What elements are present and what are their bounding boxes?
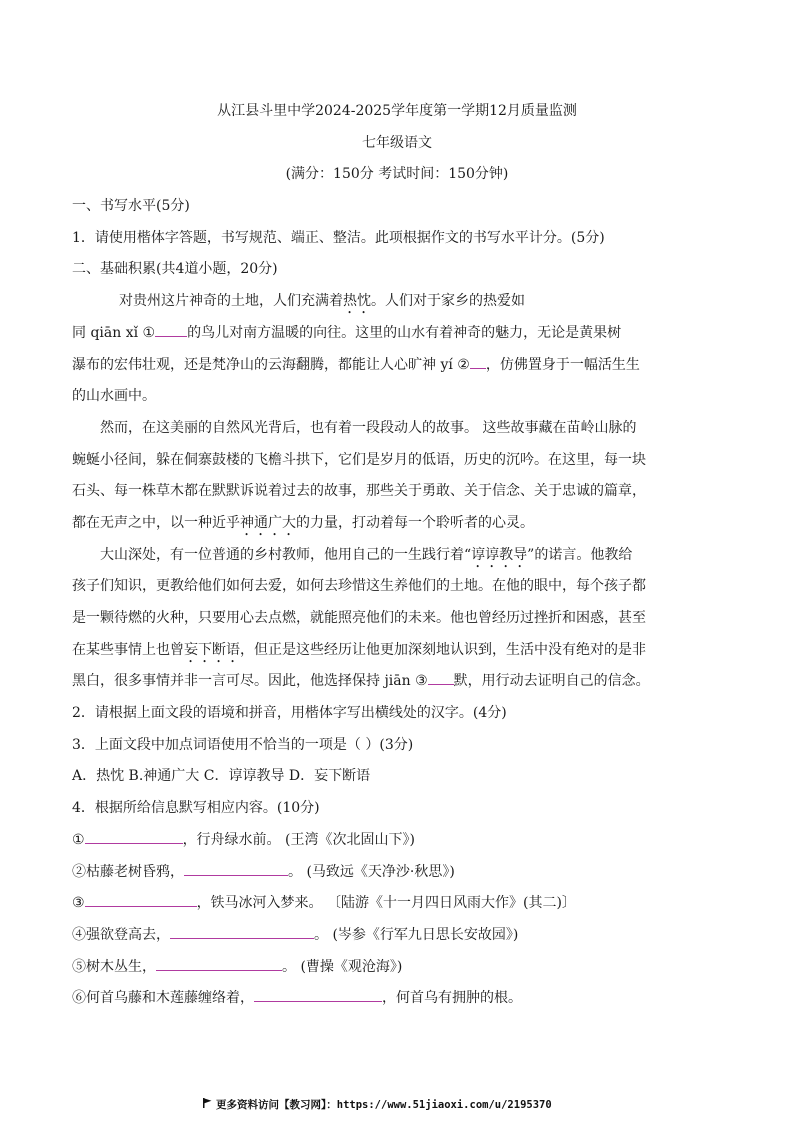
passage-p3-line4: 在某些事情上也曾妄下断语，但正是这些经历让他更加深刻地认识到，生活中没有绝对的是非 [72,641,646,658]
recite-blank-5[interactable] [156,956,282,971]
passage-p1-line1: 对贵州这片神奇的土地，人们充满着热忱。人们对于家乡的热爱如 [119,293,525,310]
recite-blank-4[interactable] [170,924,314,939]
fill-blank-1[interactable] [155,322,187,337]
recite-blank-6[interactable] [254,987,382,1002]
exam-subject: 七年级语文 [362,134,432,151]
dotted-word-2: 神通广大 [240,514,296,531]
recite-item-1: ① ，行舟绿水前。 (王湾《次北固山下》) [72,825,722,857]
recite-item-5: ⑤树木丛生， 。 (曹操《观沧海》) [72,952,722,984]
passage-p2-line4: 都在无声之中，以一种近乎神通广大的力量，打动着每一个聆听者的心灵。 [72,514,534,531]
exam-info: (满分：150分 考试时间：150分钟) [285,166,509,183]
exam-page [72,96,722,1015]
recite-item-6: ⑥何首乌藤和木莲藤缠络着， ，何首乌有拥肿的根。 [72,983,722,1015]
footer-text: 更多资料访问【教习网】：https://www.51jiaoxi.com/u/2195370 [216,1099,552,1111]
section2-heading: 二、基础积累(共4道小题，20分) [72,261,278,278]
recite-item-4: ④强欲登高去， 。 (岑参《行军九日思长安故园》) [72,920,722,952]
passage-p3-line2: 孩子们知识，更教给他们如何去爱，如何去珍惜这生养他们的土地。在他的眼中，每个孩子都 [72,578,646,595]
dotted-word-3: 谆谆教导 [471,546,528,563]
footer-link[interactable] [203,1097,552,1112]
passage-p2-line3: 石头、每一株草木都在默默诉说着过去的故事，那些关于勇敢、关于信念、关于忠诚的篇章， [72,483,646,500]
section1-heading: 一、书写水平(5分) [72,198,190,215]
passage-p1-line3: 瀑布的宏伟壮观，还是梵净山的云海翻腾，都能让人心旷神 yí ② ，仿佛置身于一幅活生生 [72,350,722,382]
question-3: 3．上面文段中加点词语使用不恰当的一项是（ ）(3分) [72,736,414,753]
fill-blank-2[interactable] [470,354,486,369]
passage-p2-line1: 然而，在这美丽的自然风光背后，也有着一段段动人的故事。 这些故事藏在苗岭山脉的 [100,419,637,436]
dotted-word-4: 妄下断语 [184,641,240,658]
flag-icon [203,1098,212,1111]
dotted-word-1: 热忱 [343,293,371,310]
recite-blank-2[interactable] [184,861,288,876]
question-2: 2．请根据上面文段的语境和拼音，用楷体字写出横线处的汉字。(4分) [72,705,507,722]
fill-blank-3[interactable] [428,670,454,685]
recite-blank-3[interactable] [85,892,197,907]
passage-p3-line1: 大山深处，有一位普通的乡村教师，他用自己的一生践行着“谆谆教导”的诺言。他教给 [100,546,633,563]
recite-item-3: ③ ，铁马冰河入梦来。 〔陆游《十一月四日风雨大作》(其二)〕 [72,888,722,920]
question-1: 1．请使用楷体字答题，书写规范、端正、整洁。此项根据作文的书写水平计分。(5分) [72,229,605,246]
passage-p1-line4: 的山水画中。 [72,388,156,405]
question-3-options: A．热忱 B.神通广大 C．谆谆教导 D．妄下断语 [72,768,371,785]
recite-blank-1[interactable] [85,829,183,844]
passage-p2-line2: 蜿蜒小径间，躲在侗寨鼓楼的飞檐斗拱下，它们是岁月的低语，历史的沉吟。在这里，每一块 [72,451,646,468]
exam-title: 从江县斗里中学2024-2025学年度第一学期12月质量监测 [217,103,577,119]
question-4: 4．根据所给信息默写相应内容。(10分) [72,800,320,817]
passage-p3-line3: 是一颗待燃的火种，只要用心去点燃，就能照亮他们的未来。他也曾经历过挫折和困惑，甚至 [72,610,646,626]
passage-p3-line5: 黑白，很多事情并非一言可尽。因此，他选择保持 jiān ③ 默，用行动去证明自己的信念。 [72,666,722,698]
recite-item-2: ②枯藤老树昏鸦， 。 (马致远《天净沙·秋思》) [72,857,722,889]
passage-p1-line2: 同 qiān xǐ ① 的鸟儿对南方温暖的向往。这里的山水有着神奇的魅力，无论是黄果树 [72,318,722,350]
